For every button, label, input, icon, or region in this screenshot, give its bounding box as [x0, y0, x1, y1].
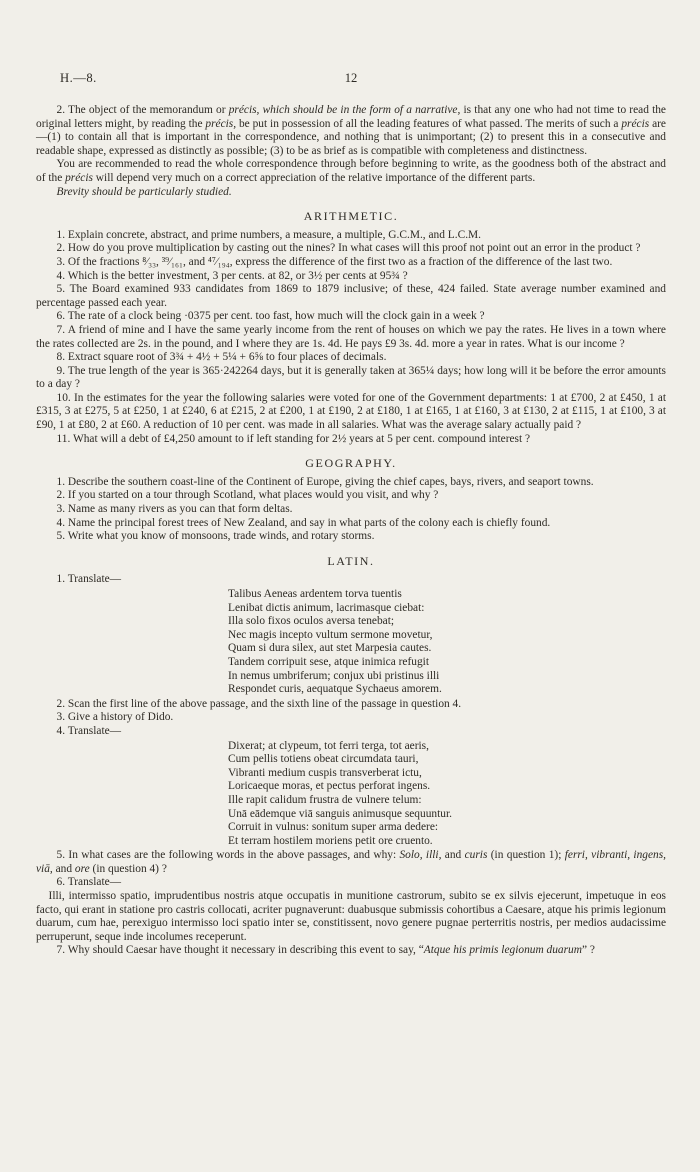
- arithmetic-question: 1. Explain concrete, abstract, and prime numbers, a measure, a multiple, G.C.M., and L.C.M.: [56, 228, 482, 241]
- arithmetic-question: 10. In the estimates for the year the following salaries were voted for one of the Government departments: 1 at £700, 2 at £450, 1 at £315, 3 at £275, 5 at £250, 1 at £240, 6 at £215, 2 at £200, 1 at £190, 2 at £180, 1 at £165, 1 at £160, 3 at £130, 2 at £115, 1 at £100, 3 at £90, 1 at £80, 2 at £60. A reduction of 10 per cent. was made in all salaries. What was the average salary actually paid ?: [36, 391, 666, 432]
- verse-line: Respondet curis, aequatque Sychaeus amorem.: [228, 683, 442, 696]
- text-segment: précis, which should be in the form of a narrative,: [228, 104, 461, 116]
- precis-paragraph-recommendation: [36, 158, 666, 185]
- arithmetic-question: 11. What will a debt of £4,250 amount to if left standing for 2½ years at 5 per cent. compound interest ?: [56, 432, 531, 445]
- text-segment: You are recommended to read the whole correspondence through before beginning to write, as the goodness both of the abstract and of the: [36, 158, 666, 184]
- text-segment: Solo, illi,: [399, 849, 442, 862]
- text-segment: (in question 4) ?: [89, 862, 167, 875]
- latin-q6-passage: Illi, intermisso spatio, imprudentibus nostris atque occupatis in munitione castrorum, subito se ex silvis ejecerunt, impetuque in eos facto, qui erant in statione pro castris collocati, acriter pugnaverunt: duabusque submissis cohortibus a Caesare, atque his primis legionum duarum, cum hae, perexiguo intermisso loci spatio inter se, constitissent, novo genere pugnae perterritis nostris, per medios audacissime perruperunt, seque inde incolumes receperunt.: [36, 890, 666, 943]
- text-segment: curis: [464, 849, 488, 862]
- verse-line: Tandem corripuit sese, atque inimica refugit: [228, 655, 429, 668]
- text-segment: are—(1) to contain all that is important in the correspondence, and nothing that is unimportant; (2) to present this in a consecutive and readable shape, expressed as distinctly as possible; (3) to be as brief as is compatible with completeness and distinctness.: [36, 117, 666, 157]
- text-segment: is that any one who had not time to read the original letters might, by reading the: [36, 104, 666, 130]
- verse-line: Loricaeque moras, et pectus perforat ingens.: [228, 780, 431, 793]
- text-segment: ferri, vibranti, ingens, viā,: [36, 849, 667, 875]
- text-segment: précis,: [205, 117, 237, 130]
- latin-q3: 3. Give a history of Dido.: [56, 711, 174, 724]
- geography-heading: GEOGRAPHY.: [305, 456, 397, 471]
- arithmetic-question: 4. Which is the better investment, 3 per cents. at 82, or 3½ per cents at 95¾ ?: [56, 269, 408, 282]
- latin-q1-label: 1. Translate—: [56, 573, 122, 586]
- geography-question: 1. Describe the southern coast-line of the Continent of Europe, giving the chief capes, bays, rivers, and seaport towns.: [56, 475, 594, 488]
- geography-question: 4. Name the principal forest trees of New Zealand, and say in what parts of the colony each is chiefly found.: [56, 516, 551, 529]
- latin-passage-2: [228, 740, 666, 849]
- text-segment: ” ?: [581, 944, 595, 957]
- arithmetic-question: 8. Extract square root of 3¾ + 4½ + 5¼ + 6⅝ to four places of decimals.: [56, 351, 387, 364]
- verse-line: Ille rapit calidum frustra de vulnere telum:: [228, 793, 422, 806]
- latin-passage-1: [228, 588, 666, 697]
- latin-q5: [36, 849, 666, 876]
- verse-line: Nec magis incepto vultum sermone movetur,: [228, 628, 433, 641]
- precis-paragraph-object: [36, 104, 666, 158]
- latin-q6-label: 6. Translate—: [56, 876, 122, 889]
- text-segment: be put in possession of all the leading features of what passed. The merits of such a: [236, 117, 622, 130]
- verse-line: Vibranti medium cuspis transverberat ictu,: [228, 766, 422, 779]
- geography-question: 2. If you started on a tour through Scotland, what places would you visit, and why ?: [56, 489, 439, 502]
- text-segment: (in question 1);: [487, 849, 565, 862]
- latin-heading: LATIN.: [327, 553, 375, 568]
- text-segment: and: [441, 849, 465, 862]
- text-segment: will depend very much on a correct appreciation of the relative importance of the different parts.: [92, 171, 536, 184]
- verse-line: Corruit in vulnus: sonitum super arma dedere:: [228, 821, 439, 834]
- geography-question: 5. Write what you know of monsoons, trade winds, and rotary storms.: [56, 530, 375, 543]
- text-segment: 2. The object of the memorandum or: [56, 104, 229, 116]
- text-segment: 7. Why should Caesar have thought it necessary in describing this event to say, “: [56, 944, 424, 957]
- verse-line: Et terram hostilem moriens petit ore cruento.: [228, 834, 433, 847]
- arithmetic-question: 5. The Board examined 933 candidates from 1869 to 1879 inclusive; of these, 424 failed. State average number examined and percentage passed each year.: [36, 283, 666, 309]
- text-segment: précis: [621, 117, 650, 130]
- geography-questions: [36, 476, 666, 544]
- text-segment: précis: [65, 171, 93, 184]
- arithmetic-question: 7. A friend of mine and I have the same yearly income from the rent of houses on which we pay the rates. He lives in a town where the rates collected are 2s. in the pound, and I where they are 1s. 4d. He pays £9 3s. 4d. more a year in rates. What is our income ?: [36, 323, 666, 350]
- verse-line: Quam si dura silex, aut stet Marpesia cautes.: [228, 642, 432, 655]
- text-segment: Atque his primis legionum duarum: [423, 944, 582, 957]
- page-number: 12: [344, 71, 358, 85]
- arithmetic-question: 2. How do you prove multiplication by casting out the nines? In what cases will this proof not point out an error in the product ?: [56, 242, 641, 255]
- latin-q7: [36, 944, 666, 958]
- verse-line: Talibus Aeneas ardentem torva tuentis: [228, 588, 402, 600]
- arithmetic-heading: ARITHMETIC.: [303, 209, 399, 224]
- text-segment: 5. In what cases are the following words in the above passages, and why:: [56, 849, 400, 862]
- verse-line: Dixerat; at clypeum, tot ferri terga, tot aeris,: [228, 739, 429, 752]
- verse-line: Cum pellis totiens obeat circumdata tauri,: [228, 753, 419, 766]
- arithmetic-questions: [36, 229, 666, 447]
- text-segment: ore: [74, 862, 90, 875]
- document-id: H.—8.: [60, 71, 97, 85]
- verse-line: In nemus umbriferum; conjux ubi pristinus illi: [228, 669, 440, 682]
- arithmetic-question: 6. The rate of a clock being ·0375 per cent. too fast, how much will the clock gain in a week ?: [56, 310, 485, 323]
- verse-line: Lenibat dictis animum, lacrimasque ciebat:: [228, 601, 425, 614]
- arithmetic-question: 9. The true length of the year is 365·242264 days, but it is generally taken at 365¼ days; how long will it be before the error amounts to a day ?: [36, 364, 666, 391]
- arithmetic-question: 3. Of the fractions ⁸⁄₃₃, ³⁹⁄₁₆₁, and ⁴⁷⁄₁₉₄, express the difference of the first two as a fraction of the difference of the last two.: [56, 255, 613, 268]
- page-header: [36, 72, 666, 88]
- verse-line: Illa solo fixos oculos aversa tenebat;: [228, 615, 395, 628]
- verse-line: Unā eādemque viā sanguis animusque sequuntur.: [228, 807, 452, 820]
- precis-note-brevity: Brevity should be particularly studied.: [56, 185, 232, 198]
- latin-q2: 2. Scan the first line of the above passage, and the sixth line of the passage in question 4.: [56, 697, 462, 710]
- text-segment: and: [52, 862, 75, 875]
- geography-question: 3. Name as many rivers as you can that form deltas.: [56, 503, 293, 516]
- latin-q4-label: 4. Translate—: [56, 724, 122, 737]
